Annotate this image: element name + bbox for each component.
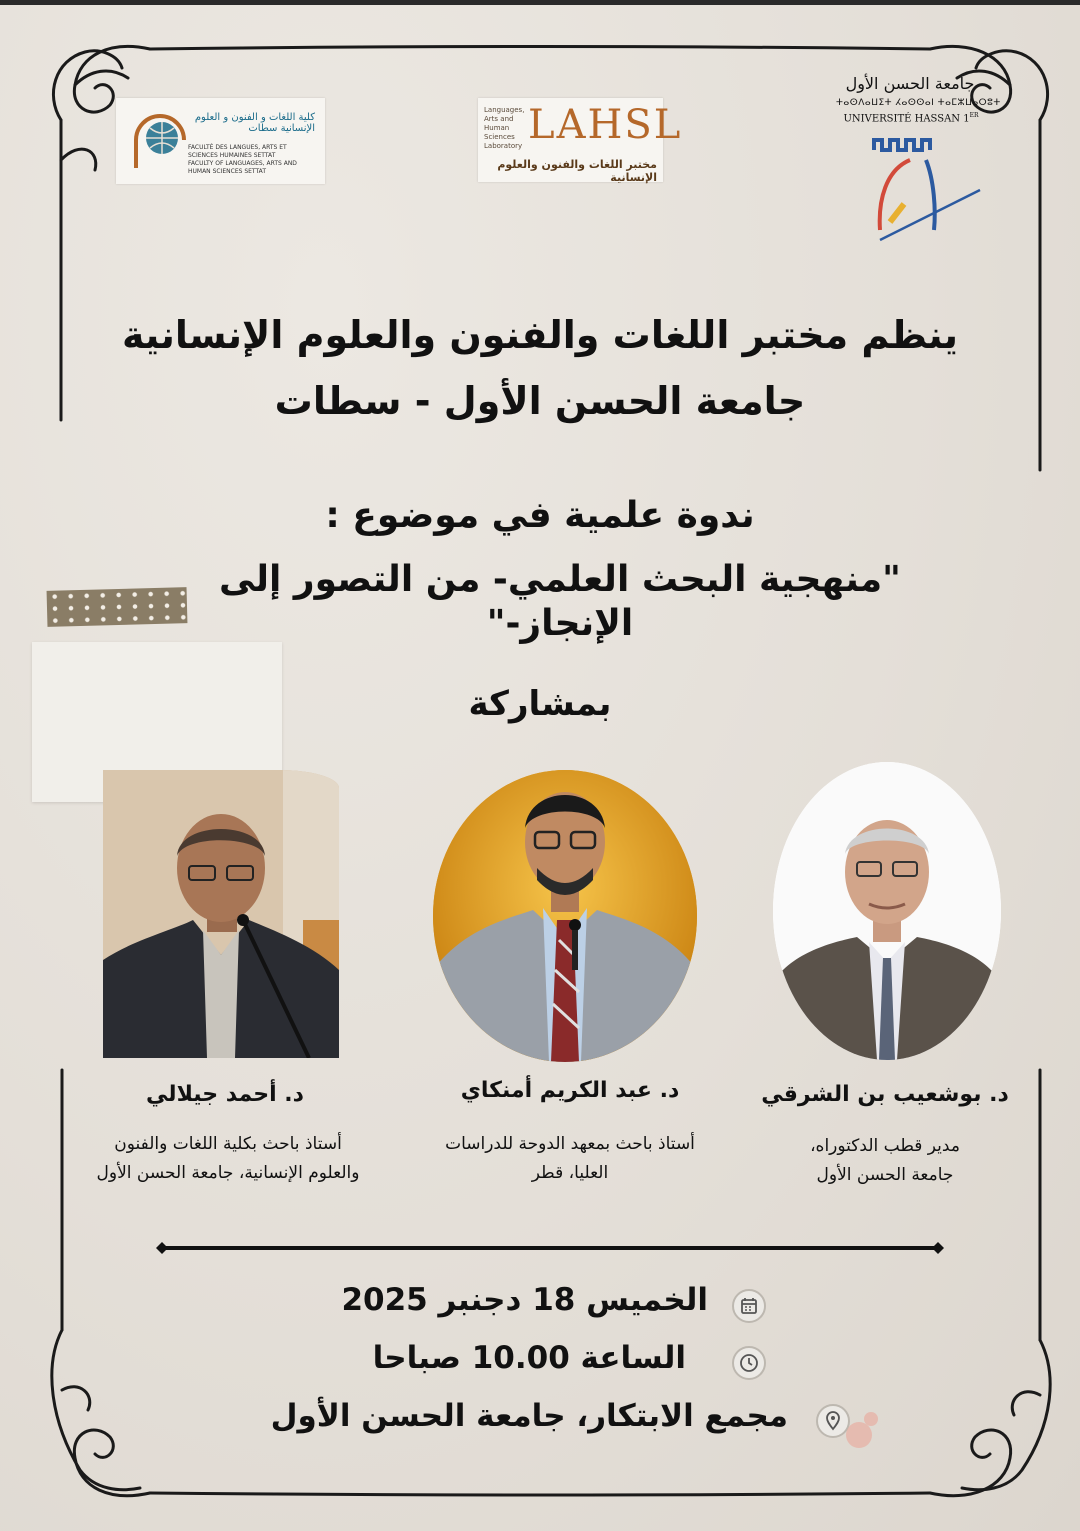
section-divider bbox=[150, 1242, 950, 1254]
decorative-splash bbox=[864, 1412, 878, 1426]
header-organizer-line: ينظم مختبر اللغات والفنون والعلوم الإنسانية bbox=[122, 313, 958, 357]
speaker-3-portrait bbox=[103, 770, 339, 1058]
speaker-2-role-line: العليا، قطر bbox=[531, 1163, 609, 1183]
speaker-1-role bbox=[770, 1132, 1000, 1190]
faculty-name-ar: كلية اللغات و الفنون و العلوم الإنسانية سطات bbox=[194, 112, 315, 134]
university-name-fr bbox=[836, 112, 986, 124]
speaker-2-role-line: أستاذ باحث بمعهد الدوحة للدراسات bbox=[445, 1134, 695, 1154]
speaker-2-role bbox=[410, 1130, 730, 1188]
speaker-photo-2 bbox=[433, 770, 697, 1062]
faculty-logo bbox=[116, 98, 325, 184]
speaker-2-portrait bbox=[433, 770, 697, 1062]
event-time: الساعة 10.00 صباحا bbox=[372, 1340, 686, 1376]
decorative-splash bbox=[846, 1422, 872, 1448]
lab-name-en-line: Laboratory bbox=[484, 142, 523, 150]
lab-name-en bbox=[484, 106, 528, 151]
lab-logo bbox=[478, 98, 683, 184]
participation-label: بمشاركة bbox=[468, 684, 612, 724]
header-university-line: جامعة الحسن الأول - سطات bbox=[274, 379, 806, 423]
university-name-ar: جامعة الحسن الأول bbox=[845, 74, 975, 93]
calendar-icon bbox=[732, 1289, 766, 1323]
lab-acronym: LAHSL bbox=[528, 102, 683, 148]
university-name-fr-text: UNIVERSITÉ HASSAN 1 bbox=[843, 113, 970, 125]
faculty-globe-icon bbox=[128, 108, 192, 172]
speaker-1-role-line: جامعة الحسن الأول bbox=[816, 1165, 954, 1185]
speaker-2-name: د. عبد الكريم أمنكاي bbox=[460, 1078, 680, 1103]
event-location: مجمع الابتكار، جامعة الحسن الأول bbox=[270, 1398, 788, 1434]
decorative-tape bbox=[47, 587, 188, 627]
lab-name-en-line: Human bbox=[484, 124, 510, 132]
speaker-1-role-line: مدير قطب الدكتوراه، bbox=[810, 1136, 960, 1156]
lab-name-ar: مختبر اللغات والفنون والعلوم الإنسانية bbox=[497, 158, 657, 184]
university-name-tifinagh: ⵜⴰⵙⴷⴰⵡⵉⵜ ⵃⴰⵙⵙⴰⵏ ⵜⴰⵎⵣⵡⴰⵔⵓⵜ bbox=[836, 98, 1001, 108]
speaker-photo-3 bbox=[103, 770, 339, 1058]
speaker-photo-1 bbox=[773, 762, 1001, 1060]
speaker-1-portrait bbox=[773, 762, 1001, 1060]
location-pin-icon bbox=[816, 1404, 850, 1438]
speaker-3-name: د. أحمد جيلالي bbox=[146, 1082, 304, 1107]
university-tower-emblem bbox=[830, 130, 990, 250]
event-intro: ندوة علمية في موضوع : bbox=[325, 495, 755, 536]
lab-name-en-line: Sciences bbox=[484, 133, 515, 141]
speaker-1-name: د. بوشعيب بن الشرقي bbox=[761, 1082, 1009, 1107]
speaker-3-role-line: أستاذ باحث بكلية اللغات والفنون bbox=[114, 1134, 342, 1154]
event-title: "منهجية البحث العلمي- من التصور إلى الإنجاز-" bbox=[219, 559, 901, 644]
faculty-name-fr: FACULTÉ DES LANGUES, ARTS ET SCIENCES HUMAINES SETTAT bbox=[188, 144, 287, 159]
faculty-name-en: FACULTY OF LANGUAGES, ARTS AND HUMAN SCIENCES SETTAT bbox=[188, 160, 297, 175]
lab-name-en-line: Languages, bbox=[484, 106, 525, 114]
university-logo bbox=[830, 74, 1001, 249]
speaker-3-role-line: والعلوم الإنسانية، جامعة الحسن الأول bbox=[96, 1163, 360, 1183]
university-name-fr-sup: ER bbox=[969, 112, 979, 119]
event-date: الخميس 18 دجنبر 2025 bbox=[341, 1282, 708, 1318]
speaker-3-role bbox=[58, 1130, 398, 1188]
clock-icon bbox=[732, 1346, 766, 1380]
lab-name-en-line: Arts and bbox=[484, 115, 514, 123]
